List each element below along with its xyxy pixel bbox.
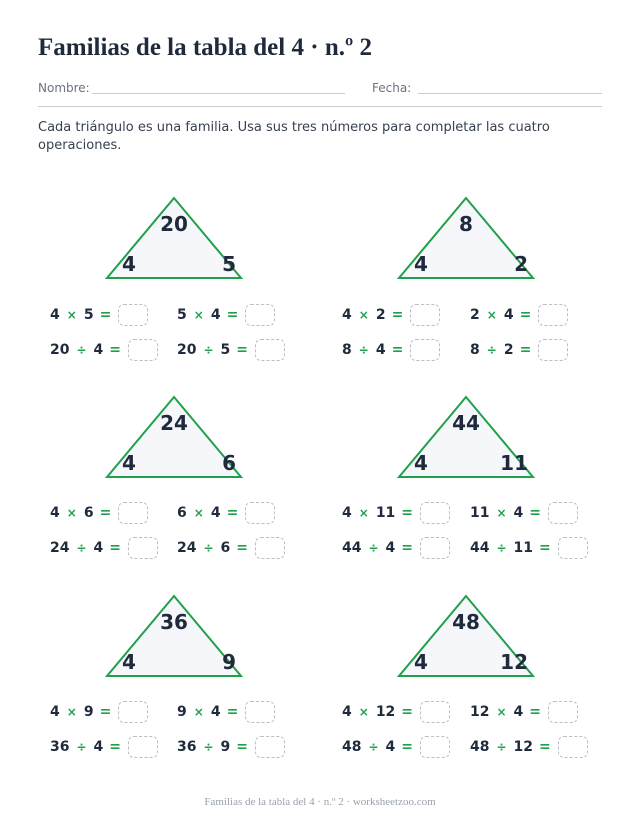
- answer-box[interactable]: [245, 502, 275, 524]
- operand: 4: [385, 540, 396, 556]
- triangle-right-number: 11: [500, 451, 528, 475]
- family-triangle: [104, 389, 244, 479]
- operand: 20: [177, 342, 197, 358]
- operator: ×: [486, 308, 497, 322]
- triangle-top-number: 48: [452, 610, 480, 634]
- operator: ÷: [76, 740, 87, 754]
- operand: 12: [513, 739, 534, 755]
- equation: [50, 338, 158, 362]
- equation: [342, 735, 450, 759]
- equation: [470, 338, 568, 362]
- page-title: Familias de la tabla del 4 · n.º 2: [38, 34, 372, 61]
- triangle-top-number: 24: [160, 411, 188, 435]
- triangle-right-number: 6: [222, 451, 236, 475]
- equals-sign: =: [519, 342, 532, 358]
- equation: [470, 735, 588, 759]
- equation: [50, 303, 148, 327]
- answer-box[interactable]: [420, 502, 450, 524]
- answer-box[interactable]: [420, 537, 450, 559]
- equation: [342, 700, 450, 724]
- equals-sign: =: [401, 505, 414, 521]
- operand: 4: [375, 342, 386, 358]
- date-field[interactable]: [418, 93, 602, 94]
- equation: [50, 501, 148, 525]
- operator: ×: [193, 308, 204, 322]
- operator: ×: [496, 705, 507, 719]
- equation: [177, 700, 275, 724]
- operand: 4: [342, 704, 352, 720]
- operand: 4: [385, 739, 396, 755]
- instructions: Cada triángulo es una familia. Usa sus tres números para completar las cuatro operaciones.: [38, 120, 550, 153]
- operand: 4: [50, 505, 60, 521]
- equals-sign: =: [391, 307, 404, 323]
- operand: 4: [50, 307, 60, 323]
- equation: [177, 536, 285, 560]
- equation: [470, 501, 578, 525]
- operand: 8: [342, 342, 352, 358]
- name-field[interactable]: [92, 93, 345, 94]
- operand: 4: [503, 307, 514, 323]
- family-triangle: [396, 588, 536, 678]
- operator: ÷: [358, 343, 369, 357]
- equals-sign: =: [401, 704, 414, 720]
- operator: ×: [193, 506, 204, 520]
- answer-box[interactable]: [420, 736, 450, 758]
- operator: ×: [358, 506, 369, 520]
- operand: 6: [220, 540, 231, 556]
- operand: 12: [375, 704, 396, 720]
- operand: 24: [50, 540, 70, 556]
- triangle-left-number: 4: [414, 252, 428, 276]
- family-triangle: [104, 588, 244, 678]
- equals-sign: =: [109, 540, 122, 556]
- answer-box[interactable]: [538, 339, 568, 361]
- answer-box[interactable]: [410, 339, 440, 361]
- operand: 9: [177, 704, 187, 720]
- equals-sign: =: [539, 540, 551, 556]
- date-label: Fecha:: [372, 81, 412, 95]
- operand: 2: [375, 307, 386, 323]
- footer: Familias de la tabla del 4 · n.º 2 · worksheetzoo.com: [204, 796, 436, 808]
- triangle-top-number: 8: [459, 212, 473, 236]
- equation: [470, 303, 568, 327]
- operand: 4: [93, 342, 104, 358]
- operand: 4: [93, 739, 104, 755]
- operand: 8: [470, 342, 480, 358]
- equals-sign: =: [236, 739, 249, 755]
- equals-sign: =: [226, 704, 239, 720]
- equation: [342, 501, 450, 525]
- equals-sign: =: [99, 704, 112, 720]
- divider: [38, 106, 602, 107]
- operator: ×: [66, 308, 77, 322]
- equation: [177, 303, 275, 327]
- equals-sign: =: [529, 704, 542, 720]
- operand: 2: [470, 307, 480, 323]
- answer-box[interactable]: [118, 701, 148, 723]
- answer-box[interactable]: [245, 304, 275, 326]
- answer-box[interactable]: [128, 339, 158, 361]
- answer-box[interactable]: [255, 537, 285, 559]
- operand: 4: [50, 704, 60, 720]
- operand: 24: [177, 540, 197, 556]
- operand: 11: [375, 505, 396, 521]
- operand: 5: [177, 307, 187, 323]
- operator: ÷: [368, 740, 379, 754]
- answer-box[interactable]: [558, 537, 588, 559]
- triangle-left-number: 4: [122, 252, 136, 276]
- operator: ×: [66, 705, 77, 719]
- operator: ×: [358, 705, 369, 719]
- family-triangle: [396, 190, 536, 280]
- operator: ÷: [76, 343, 87, 357]
- operand: 5: [83, 307, 94, 323]
- family-triangle: [396, 389, 536, 479]
- equation: [342, 303, 440, 327]
- answer-box[interactable]: [118, 304, 148, 326]
- operator: ÷: [496, 740, 507, 754]
- operand: 4: [93, 540, 104, 556]
- operand: 11: [470, 505, 490, 521]
- equals-sign: =: [236, 540, 249, 556]
- equals-sign: =: [109, 739, 122, 755]
- operator: ×: [193, 705, 204, 719]
- operand: 4: [210, 307, 221, 323]
- equation: [342, 338, 440, 362]
- operand: 5: [220, 342, 231, 358]
- operator: ÷: [496, 541, 507, 555]
- operator: ÷: [203, 343, 214, 357]
- operand: 4: [342, 505, 352, 521]
- operand: 12: [470, 704, 490, 720]
- equals-sign: =: [401, 540, 414, 556]
- answer-box[interactable]: [410, 304, 440, 326]
- triangle-top-number: 20: [160, 212, 188, 236]
- operand: 36: [50, 739, 70, 755]
- operator: ÷: [203, 740, 214, 754]
- operator: ÷: [203, 541, 214, 555]
- equation: [50, 735, 158, 759]
- triangle-right-number: 2: [514, 252, 528, 276]
- equals-sign: =: [99, 307, 112, 323]
- operator: ×: [496, 506, 507, 520]
- answer-box[interactable]: [548, 701, 578, 723]
- triangle-top-number: 36: [160, 610, 188, 634]
- operand: 4: [210, 704, 221, 720]
- operand: 4: [210, 505, 221, 521]
- equals-sign: =: [401, 739, 414, 755]
- operand: 9: [220, 739, 231, 755]
- triangle-top-number: 44: [452, 411, 480, 435]
- equals-sign: =: [529, 505, 542, 521]
- operand: 48: [342, 739, 362, 755]
- answer-box[interactable]: [118, 502, 148, 524]
- operator: ÷: [486, 343, 497, 357]
- equation: [177, 501, 275, 525]
- operand: 44: [342, 540, 362, 556]
- answer-box[interactable]: [548, 502, 578, 524]
- equation: [177, 735, 285, 759]
- operator: ÷: [368, 541, 379, 555]
- answer-box[interactable]: [255, 339, 285, 361]
- answer-box[interactable]: [128, 537, 158, 559]
- operand: 44: [470, 540, 490, 556]
- operator: ×: [358, 308, 369, 322]
- equals-sign: =: [539, 739, 551, 755]
- equation: [470, 700, 578, 724]
- equals-sign: =: [226, 505, 239, 521]
- name-label: Nombre:: [38, 81, 90, 95]
- answer-box[interactable]: [558, 736, 588, 758]
- answer-box[interactable]: [245, 701, 275, 723]
- equation: [470, 536, 588, 560]
- equals-sign: =: [391, 342, 404, 358]
- triangle-left-number: 4: [122, 451, 136, 475]
- operand: 4: [513, 505, 524, 521]
- equals-sign: =: [99, 505, 112, 521]
- operand: 2: [503, 342, 514, 358]
- operand: 4: [342, 307, 352, 323]
- triangle-right-number: 5: [222, 252, 236, 276]
- triangle-left-number: 4: [122, 650, 136, 674]
- answer-box[interactable]: [255, 736, 285, 758]
- operand: 6: [83, 505, 94, 521]
- operand: 9: [83, 704, 94, 720]
- equation: [342, 536, 450, 560]
- triangle-right-number: 9: [222, 650, 236, 674]
- answer-box[interactable]: [538, 304, 568, 326]
- answer-box[interactable]: [420, 701, 450, 723]
- equals-sign: =: [226, 307, 239, 323]
- equation: [50, 536, 158, 560]
- operand: 11: [513, 540, 534, 556]
- operator: ÷: [76, 541, 87, 555]
- operand: 6: [177, 505, 187, 521]
- operand: 20: [50, 342, 70, 358]
- triangle-left-number: 4: [414, 650, 428, 674]
- operator: ×: [66, 506, 77, 520]
- equation: [177, 338, 285, 362]
- family-triangle: [104, 190, 244, 280]
- equals-sign: =: [109, 342, 122, 358]
- equation: [50, 700, 148, 724]
- operand: 36: [177, 739, 197, 755]
- operand: 48: [470, 739, 490, 755]
- triangle-right-number: 12: [500, 650, 528, 674]
- triangle-left-number: 4: [414, 451, 428, 475]
- operand: 4: [513, 704, 524, 720]
- equals-sign: =: [236, 342, 249, 358]
- answer-box[interactable]: [128, 736, 158, 758]
- equals-sign: =: [519, 307, 532, 323]
